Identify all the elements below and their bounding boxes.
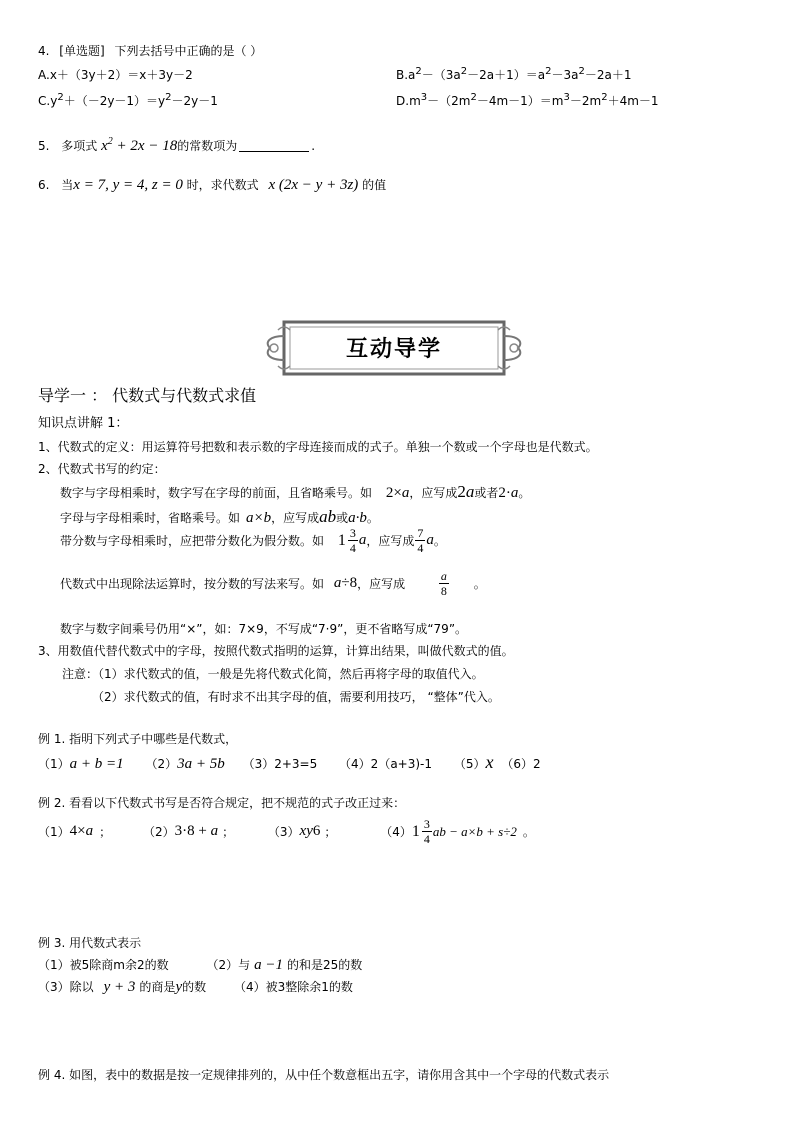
q4-option-a-text: x＋（3y＋2）＝x＋3y－2 <box>49 68 193 82</box>
knowledge-point-label: 知识点讲解 1： <box>38 416 129 431</box>
q4-option-d-text: $m^3-(2m^2-4m-1)=m^3-2m^2+4m-1$ <box>409 92 659 108</box>
example-3-row-2: （3）除以 y + 3 的商是y的数 （4）被3整除余1的数 <box>38 979 353 995</box>
example-4-title: 例 4. 如图，表中的数据是按一定规律排列的，从中任个数意框出五字，请你用含其中一个字母的代数式表示 <box>38 1068 610 1082</box>
note-2: （2）求代数式的值，有时求不出其字母的值，需要利用技巧， “整体”代入。 <box>92 690 500 704</box>
q4-option-b[interactable]: $B.a^2-(3a^2-2a+1)=a^2-3a^2-2a+1$ <box>396 66 632 82</box>
q4-number: 4. <box>38 44 50 58</box>
q4-tag: [单选题] <box>59 44 105 58</box>
para-value-definition: 3、用数值代替代数式中的字母，按照代数式指明的运算，计算出结果，叫做代数式的值。 <box>38 644 514 658</box>
para-conventions: 2、代数式书写的约定： <box>38 462 166 476</box>
section-banner <box>262 318 526 378</box>
q5-polynomial: $x^2 + 2x - 18$ <box>101 136 178 154</box>
example-1-title: 例 1. 指明下列式子中哪些是代数式， <box>38 732 238 746</box>
example-2-title: 例 2. 看看以下代数式书写是否符合规定，把不规范的式子改正过来： <box>38 796 406 810</box>
q4-option-b-text: $a^2-(3a^2-2a+1)=a^2-3a^2-2a+1$ <box>408 66 632 82</box>
example-3-row-1: （1）被5除商m余2的数 （2）与 a −1 的和是25的数 <box>38 957 363 973</box>
example-1-items: （1）a + b =1 （2）3a + 5b （3）2+3=5 （4）2（a+3)-1 （5）x （6）2 <box>38 752 541 772</box>
note-1: 注意：（1）求代数式的值，一般是先将代数式化简，然后再将字母的取值代入。 <box>62 667 484 681</box>
q4-stem-line <box>38 42 262 59</box>
rule-number-letter: 数字与字母相乘时，数字写在字母的前面，且省略乘号。如 2×a，应写成2a或者2·a。 <box>60 482 531 501</box>
example-2-items: （1）4×a ； （2）3·8 + a ； （3）xy6 ； （4） 1 $\frac{3}{4}$ ab − a×b + s÷2 。 <box>38 817 535 846</box>
rule-number-number: 数字与数字间乘号仍用“×”，如：7×9，不写成“7·9”，更不省略写成“79”。 <box>60 622 468 636</box>
q4-option-c-text: $y^2+(-2y-1)=y^2-2y-1$ <box>50 92 218 108</box>
banner-title: 互动导学 <box>345 336 442 362</box>
q5-answer-blank[interactable] <box>239 151 309 152</box>
q4-option-a[interactable]: A.x＋（3y＋2）＝x＋3y－2 <box>38 68 193 82</box>
q4-option-c[interactable]: $C.y^2+(-2y-1)=y^2-2y-1$ <box>38 92 218 108</box>
section-heading: 导学一 ： 代数式与代数式求值 <box>38 386 257 405</box>
para-definition: 1、代数式的定义：用运算符号把数和表示数的字母连接而成的式子。单独一个数或一个字母也是代数式。 <box>38 440 598 454</box>
q4-stem: 下列去括号中正确的是（ ） <box>114 44 263 58</box>
rule-letter-letter: 字母与字母相乘时，省略乘号。如 a×b，应写成ab或a·b。 <box>60 507 379 526</box>
q6-values: x = 7, y = 4, z = 0 <box>73 177 183 193</box>
q6-expression: x (2x − y + 3z) <box>268 177 359 193</box>
q6-line: 6. 当x = 7, y = 4, z = 0 时，求代数式 x (2x − y + 3z) 的值 <box>38 177 387 193</box>
rule-division: 代数式中出现除法运算时，按分数的写法来写。如 a÷8，应写成 $\frac{a}{8}$ 。 <box>60 569 486 598</box>
rule-mixed-fraction: 带分数与字母相乘时，应把带分数化为假分数。如 1 $\frac{3}{4}$ a ，应写成 $\frac{7}{4}$ a。 <box>60 526 446 555</box>
example-3-title: 例 3. 用代数式表示 <box>38 936 142 950</box>
q5-line: 5. 多项式 $x^2 + 2x - 18$的常数项为 . <box>38 136 316 154</box>
q4-option-d[interactable]: $D.m^3-(2m^2-4m-1)=m^3-2m^2+4m-1$ <box>396 92 659 108</box>
